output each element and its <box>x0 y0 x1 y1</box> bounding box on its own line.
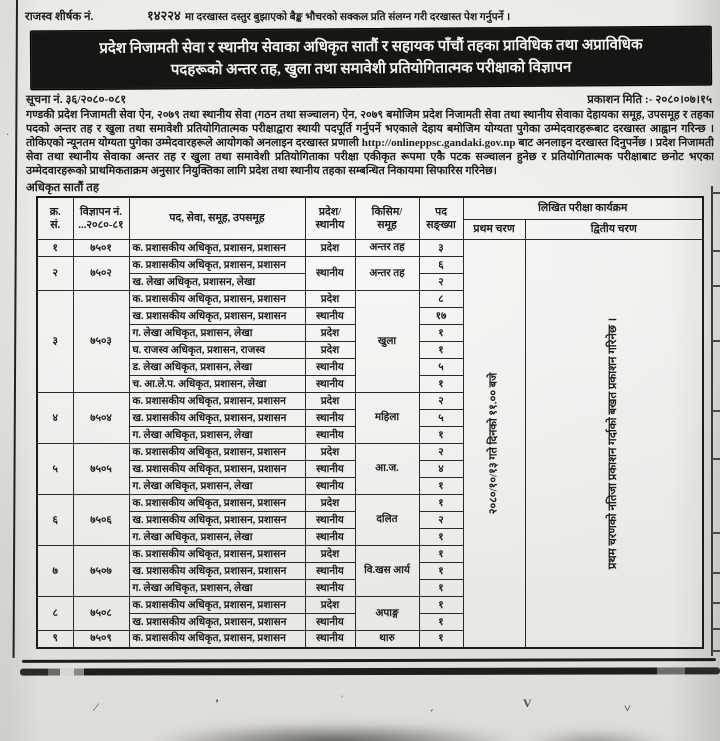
count-cell: ६ <box>419 257 463 274</box>
advt-no-cell: ७५०५ <box>73 444 129 495</box>
count-cell: २ <box>419 274 463 291</box>
phase1-cell <box>463 240 525 648</box>
banner-line-1: प्रदेश निजामती सेवा र स्थानीय सेवाका अधिकृत सातौं र सहायक पाँचौं तहका प्राविधिक तथा अप्राविधिक <box>99 36 643 57</box>
adjacent-row-tick <box>712 532 720 534</box>
level-cell: प्रदेश <box>305 325 355 342</box>
post-cell: ग. लेखा अधिकृत, प्रशासन, लेखा <box>129 580 305 597</box>
scan-stray-mark: ˏ <box>430 698 434 712</box>
sn-cell: ४ <box>37 393 73 444</box>
post-cell: क. प्रशासकीय अधिकृत, प्रशासन, प्रशासन <box>129 240 305 257</box>
count-cell: १ <box>419 376 463 393</box>
level-cell: प्रदेश <box>305 240 355 257</box>
sn-cell: ३ <box>37 291 73 393</box>
notice-body-paragraph: गण्डकी प्रदेश निजामती सेवा ऐन, २०७९ तथा स्थानीय सेवा (गठन तथा सञ्चालन) ऐन, २०७९ बमोजिम प्रदेश निजामती सेवा तथा स्थानीय सेवाका देहायका समूह, उपसमूह र तहका पदको अन्तर तह र खुला तथा समावेशी प्रतियोगितात्मक परीक्षाद्वारा स्थायी पदपूर्ति गर्नुपर्ने भएकाले देहाय बमोजिम योग्यता पुगेका उम्मेदवारहरूबाट दरखास्त आह्वान गरिन्छ । तोकिएको न्यूनतम योग्यता पुगेका उम्मेदवारहरूले आयोगको अनलाइन दरखास्त प्रणाली http://onlineppsc.gandaki.gov.np बाट अनलाइन दरखास्त दिनुपर्नेछ । प्रदेश निजामती सेवा तथा स्थानीय सेवाका अन्तर तह र खुला तथा समावेशी प्रतियोगिताका परीक्षा एकीकृत रूपमा एकै पटक सञ्चालन हुनेछ र प्रतियोगितात्मक परीक्षाबाट छनोट भएका उम्मेदवारहरूको प्राथमिकताक्रम अनुसार नियुक्तिका लागि प्रदेश तथा स्थानीय तहका सम्बन्धित निकायमा सिफारिस गरिनेछ। <box>26 109 714 178</box>
header-serial-no: क्र. सं. <box>37 197 73 240</box>
level-cell: स्थानीय <box>305 308 355 325</box>
sn-cell: १ <box>37 240 73 257</box>
level-cell: स्थानीय <box>305 461 355 478</box>
level-cell: प्रदेश <box>305 393 355 410</box>
kind-cell: खुला <box>355 291 419 393</box>
post-cell: क. प्रशासकीय अधिकृत, प्रशासन, प्रशासन <box>129 546 305 563</box>
level-cell: स्थानीय <box>305 257 355 291</box>
kind-cell: वि.खस आर्य <box>355 546 419 597</box>
scan-stray-mark: ’ <box>215 696 219 710</box>
count-cell: १ <box>419 427 463 444</box>
post-cell: ख. प्रशासकीय अधिकृत, प्रशासन, प्रशासन <box>129 563 305 580</box>
level-cell: स्थानीय <box>305 427 355 444</box>
post-cell: क. प्रशासकीय अधिकृत, प्रशासन, प्रशासन <box>129 393 305 410</box>
count-cell: ३ <box>419 240 463 257</box>
title-banner <box>30 26 712 91</box>
publish-date: प्रकाशन मिति :- २०८०।०७।१५ <box>587 94 712 106</box>
header-advt-no: विज्ञापन नं. ...२०८०-८१ <box>73 197 129 240</box>
adjacent-row-tick <box>712 572 720 574</box>
level-cell: स्थानीय <box>305 478 355 495</box>
kind-cell: अन्तर तह <box>355 257 419 291</box>
sn-cell: ८ <box>37 597 73 631</box>
header-post-service-group: पद, सेवा, समूह, उपसमूह <box>129 197 305 240</box>
kind-cell: आ.ज. <box>355 444 419 495</box>
page-bottom-frame-line <box>22 658 716 663</box>
deposit-note: मा दरखास्त दस्तुर बुझाएको बैङ्क भौचरको सक्कल प्रति संलग्न गरी दरखास्त पेश गर्नुपर्ने । <box>184 12 511 23</box>
level-cell: प्रदेश <box>305 495 355 512</box>
phase2-cell-text: प्रथम चरणको नतिजा प्रकाशन गर्दाको बखत प्रकाशन गरिनेछ । <box>607 317 620 569</box>
level-cell: स्थानीय <box>305 580 355 597</box>
post-cell: घ. राजस्व अधिकृत, प्रशासन, राजस्व <box>129 342 305 359</box>
advt-no-cell: ७५०२ <box>73 257 129 291</box>
page-left-border <box>13 0 18 658</box>
banner-line-2: पदहरूको अन्तर तह, खुला तथा समावेशी प्रतियोगितात्मक परीक्षाको विज्ञापन <box>170 59 572 79</box>
advt-no-cell: ७५०८ <box>73 597 129 631</box>
post-cell: ड. लेखा अधिकृत, प्रशासन, लेखा <box>129 359 305 376</box>
sn-cell: ६ <box>37 495 73 546</box>
vacancy-table-header <box>37 197 703 240</box>
advt-no-cell: ७५०९ <box>73 631 129 648</box>
count-cell: १ <box>419 478 463 495</box>
post-cell: क. प्रशासकीय अधिकृत, प्रशासन, प्रशासन <box>129 495 305 512</box>
post-cell: ग. लेखा अधिकृत, प्रशासन, लेखा <box>129 427 305 444</box>
adjacent-row-tick <box>712 628 720 630</box>
sn-cell: ५ <box>37 444 73 495</box>
advt-no-cell: ७५०४ <box>73 393 129 444</box>
level-cell: स्थानीय <box>305 410 355 427</box>
advt-no-cell: ७५०७ <box>73 546 129 597</box>
count-cell: १ <box>419 325 463 342</box>
count-cell: १७ <box>419 308 463 325</box>
count-cell: १ <box>419 342 463 359</box>
table-row <box>37 240 703 257</box>
count-cell: १ <box>419 597 463 614</box>
adjacent-row-tick <box>712 250 720 252</box>
level-cell: प्रदेश <box>305 546 355 563</box>
scan-stray-mark: V <box>523 696 532 710</box>
scan-shadow-small <box>520 730 670 741</box>
post-cell: क. प्रशासकीय अधिकृत, प्रशासन, प्रशासन <box>129 597 305 614</box>
level-cell: स्थानीय <box>305 359 355 376</box>
sn-cell: २ <box>37 257 73 291</box>
post-cell: ख. प्रशासकीय अधिकृत, प्रशासन, प्रशासन <box>129 410 305 427</box>
level-cell: प्रदेश <box>305 342 355 359</box>
level-cell: प्रदेश <box>305 597 355 614</box>
vacancy-table <box>36 196 704 649</box>
adjacent-column-edge <box>711 186 713 656</box>
count-cell: १ <box>419 495 463 512</box>
revenue-code: १४२२४ <box>147 8 181 23</box>
count-cell: १ <box>419 546 463 563</box>
kind-cell: अपाङ्ग <box>355 597 419 631</box>
kind-cell: थारु <box>355 631 419 648</box>
count-cell: १ <box>419 563 463 580</box>
sn-cell: ७ <box>37 546 73 597</box>
revenue-heading-line <box>25 6 715 24</box>
post-cell: ख. प्रशासकीय अधिकृत, प्रशासन, प्रशासन <box>129 614 305 631</box>
advt-no-cell: ७५०६ <box>73 495 129 546</box>
count-cell: २ <box>419 444 463 461</box>
post-cell: ख. प्रशासकीय अधिकृत, प्रशासन, प्रशासन <box>129 512 305 529</box>
kind-cell: अन्तर तह <box>355 240 419 257</box>
post-cell: ग. लेखा अधिकृत, प्रशासन, लेखा <box>129 529 305 546</box>
revenue-title-label: राजस्व शीर्षक नं. <box>25 11 94 23</box>
count-cell: २ <box>419 512 463 529</box>
level-cell: स्थानीय <box>305 631 355 648</box>
count-cell: १ <box>419 529 463 546</box>
scan-shadow <box>140 722 530 741</box>
count-cell: ४ <box>419 461 463 478</box>
post-cell: ख. लेखा अधिकृत, प्रशासन, लेखा <box>129 274 305 291</box>
section-label-officer-seventh-level: अधिकृत सातौं तह <box>26 182 99 194</box>
count-cell: १ <box>419 580 463 597</box>
level-cell: स्थानीय <box>305 376 355 393</box>
count-cell: ८ <box>419 291 463 308</box>
vacancy-table-body <box>37 240 703 648</box>
post-cell: ख. प्रशासकीय अधिकृत, प्रशासन, प्रशासन <box>129 308 305 325</box>
post-cell: ख. प्रशासकीय अधिकृत, प्रशासन, प्रशासन <box>129 461 305 478</box>
level-cell: प्रदेश <box>305 444 355 461</box>
bottom-rule-bar <box>20 667 720 675</box>
adjacent-row-tick <box>712 458 720 460</box>
adjacent-row-tick <box>712 650 720 652</box>
count-cell: १ <box>419 631 463 648</box>
header-province-local: प्रदेश/ स्थानीय <box>305 197 355 240</box>
level-cell: प्रदेश <box>305 291 355 308</box>
level-cell: स्थानीय <box>305 512 355 529</box>
kind-cell: महिला <box>355 393 419 444</box>
post-cell: च. आ.ले.प. अधिकृत, प्रशासन, लेखा <box>129 376 305 393</box>
scan-stray-mark: ˅ <box>624 701 631 715</box>
post-cell: क. प्रशासकीय अधिकृत, प्रशासन, प्रशासन <box>129 444 305 461</box>
header-post-count: पद सङ्ख्या <box>419 197 463 240</box>
adjacent-row-tick <box>712 410 720 412</box>
level-cell: स्थानीय <box>305 563 355 580</box>
advt-no-cell: ७५०१ <box>73 240 129 257</box>
count-cell: ५ <box>419 359 463 376</box>
header-written-exam-program: लिखित परीक्षा कार्यक्रम <box>463 197 703 220</box>
scan-speck: · <box>6 130 10 141</box>
count-cell: ५ <box>419 410 463 427</box>
scan-stray-mark: ⁄ <box>95 700 98 714</box>
level-cell: स्थानीय <box>305 529 355 546</box>
post-cell: ग. लेखा अधिकृत, प्रशासन, लेखा <box>129 325 305 342</box>
notice-meta-row <box>26 92 712 107</box>
advt-no-cell: ७५०३ <box>73 291 129 393</box>
adjacent-row-tick <box>712 602 720 604</box>
adjacent-row-tick <box>712 340 720 342</box>
header-phase-1: प्रथम चरण <box>463 220 525 240</box>
count-cell: १ <box>419 614 463 631</box>
post-cell: क. प्रशासकीय अधिकृत, प्रशासन, प्रशासन <box>129 291 305 308</box>
header-phase-2: द्वितीय चरण <box>525 220 703 240</box>
kind-cell: दलित <box>355 495 419 546</box>
sn-cell: ९ <box>37 631 73 648</box>
count-cell: २ <box>419 393 463 410</box>
vacancy-table-wrapper <box>36 196 704 649</box>
phase2-cell <box>525 240 703 648</box>
notice-number: सूचना नं. ३६/२०८०-०८१ <box>26 94 127 106</box>
post-cell: क. प्रशासकीय अधिकृत, प्रशासन, प्रशासन <box>129 631 305 648</box>
adjacent-row-tick <box>712 285 720 287</box>
adjacent-row-tick <box>712 192 720 194</box>
scan-stray-mark: ʾ <box>340 693 344 707</box>
post-cell: क. प्रशासकीय अधिकृत, प्रशासन, प्रशासन <box>129 257 305 274</box>
level-cell: स्थानीय <box>305 614 355 631</box>
header-kind-group: किसिम/ समूह <box>355 197 419 240</box>
post-cell: ग. लेखा अधिकृत, प्रशासन, लेखा <box>129 478 305 495</box>
phase1-cell-text: २०८०/१०/१३ गते दिनको ११.०० बजे <box>487 372 500 514</box>
